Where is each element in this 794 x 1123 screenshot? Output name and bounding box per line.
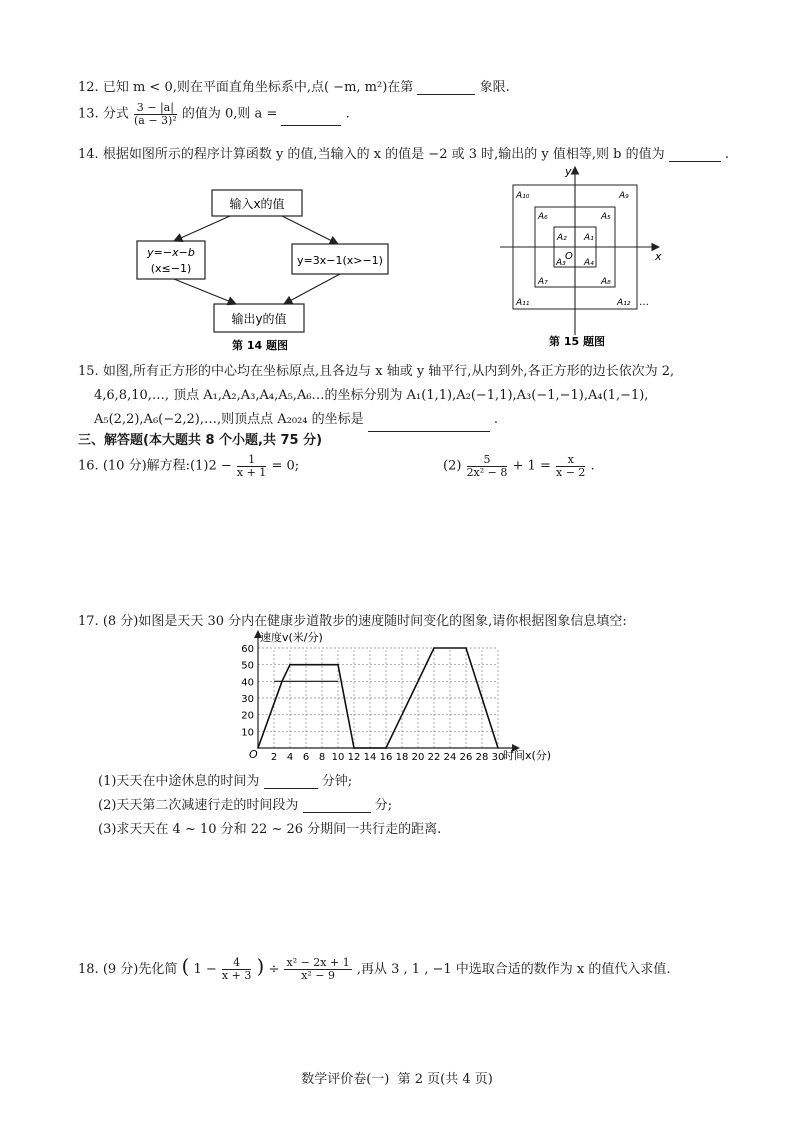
fraction-numerator: 3 − |a| [134,102,177,115]
fraction [556,454,585,478]
question-number: 14. [78,147,99,162]
fraction-numerator: 5 [467,454,508,467]
fraction [467,454,508,478]
data-point [337,664,339,666]
y-tick-label: 30 [241,694,254,705]
page-footer: 数学评价卷(一) 第 2 页(共 4 页) [301,1072,493,1087]
vertex-label: A₈ [601,277,611,287]
equation-middle: + 1 = [512,458,551,474]
fraction-denominator: x + 1 [236,465,267,479]
x-tick-label: 16 [379,752,393,763]
x-tick-label: 14 [363,752,377,763]
question-tail: ,再从 3 , 1 , −1 中选取合适的数作为 x 的值代入求值. [356,962,671,977]
fraction-numerator: 1 [237,454,266,467]
question-15-line-1 [78,360,674,384]
answer-blank [264,788,318,789]
answer-blank [303,812,371,813]
question-15 [78,360,674,432]
question-16 [78,454,299,478]
x-tick-label: 28 [475,752,489,763]
right-branch-label: y=3x−1(x>−1) [297,254,383,267]
fraction-denominator: 2x² − 8 [466,465,508,479]
x-tick-label: 24 [443,752,457,763]
arrow-input-right [282,216,338,244]
x-tick-label: 20 [411,752,425,763]
chart-y-label: 速度v(米/分) [260,631,323,644]
chart-origin-label: O [249,748,258,761]
paren-open: ( [181,954,190,978]
fraction-denominator: x + 3 [221,969,252,982]
question-text: 如图,所有正方形的中心均在坐标原点,且各边与 x 轴或 y 轴平行,从内到外,各正方形的边长依次为 2, [102,364,675,379]
x-tick-label: 26 [459,752,473,763]
question-suffix: 象限. [479,80,510,95]
question-text: A₅(2,2),A₆(−2,2),…,则顶点点 A₂₀₂₄ 的坐标是 [94,412,364,427]
paren-close: ) [256,954,265,978]
data-point [465,647,467,649]
sub-question-suffix: 分; [374,798,393,813]
question-text: (10 分)解方程:(1)2 − [102,458,232,474]
question-17-sub-1 [98,770,352,789]
question-prefix: 分式 [102,106,129,122]
sub-question-suffix: 分钟; [321,774,353,789]
question-number: 18. [78,962,99,977]
question-text: 根据如图所示的程序计算函数 y 的值,当输入的 x 的值是 −2 或 3 时,输出的 y 值相等,则 b 的值为 [102,147,665,162]
divide-sign: ÷ [268,962,280,977]
question-suffix: . [345,106,350,122]
y-tick-label: 50 [241,660,254,672]
question-18 [78,954,671,982]
speed-time-chart [236,628,566,768]
vertex-label: A₁₂ [617,298,631,308]
continuation-mark: … [639,297,649,308]
fraction-denominator: x − 2 [556,465,586,479]
vertex-label: A₂ [557,233,567,243]
input-label: 输入x的值 [229,197,285,211]
chart-ticks [241,644,504,763]
figure-caption: 第 15 题图 [549,335,605,348]
fraction [222,957,251,981]
question-number: 13. [78,106,99,122]
vertex-label: A₅ [601,212,611,222]
left-branch-line1: y=−x−b [147,246,195,259]
x-tick-label: 6 [302,752,310,763]
x-tick-label: 18 [395,752,409,763]
vertex-label: A₇ [538,277,548,287]
arrow-input-left [174,216,230,241]
y-tick-label: 10 [241,727,254,739]
x-tick-label: 12 [347,752,361,763]
figure-caption: 第 14 题图 [232,339,288,352]
y-tick-label: 20 [241,710,254,722]
question-text: (8 分)如图是天天 30 分内在健康步道散步的速度随时间变化的图象,请你根据图象信息填空: [102,614,627,629]
y-axis-label: y [565,165,572,178]
answer-blank [281,125,341,126]
vertex-label: A₁ [584,233,594,243]
question-16-part-2 [443,454,595,478]
question-number: 12. [78,80,99,95]
fraction-numerator: x [556,454,585,467]
data-point [433,647,435,649]
fraction [284,957,351,981]
answer-blank [417,94,475,95]
data-point [289,664,291,666]
vertex-label: A₉ [619,191,629,201]
question-17-sub-2 [98,794,392,813]
question-17-sub-3: (3)求天天在 4 ~ 10 分和 22 ~ 26 分期间一共行走的距离. [98,822,442,837]
x-axis-label: x [655,250,662,263]
section-heading: 三、解答题(本大题共 8 个小题,共 75 分) [78,433,323,448]
expression: 1 − [193,962,217,977]
output-label: 输出y的值 [231,312,287,326]
question-12 [78,76,510,95]
fraction-denominator: (a − 3)² [133,113,177,127]
data-point [497,747,499,749]
vertex-label: A₆ [538,212,548,222]
question-13 [78,102,350,126]
part-label: (2) [443,458,462,474]
left-branch-line2: (x≤−1) [150,262,192,275]
squares-figure-15 [495,163,675,353]
question-number: 16. [78,458,99,474]
fraction-denominator: x² − 9 [301,969,336,982]
question-17 [78,610,627,629]
question-text: 已知 m < 0,则在平面直角坐标系中,点( −m, m²)在第 [102,80,414,95]
x-tick-label: 10 [331,752,345,763]
answer-blank [368,431,490,432]
question-14 [78,143,729,162]
data-point [257,747,259,749]
data-point [353,747,355,749]
vertex-label: A₁₀ [516,191,530,201]
y-tick-label: 60 [241,644,254,655]
equation-end: = 0; [271,458,300,474]
x-tick-label: 8 [318,752,326,763]
data-point [385,747,387,749]
fraction [134,102,177,126]
sub-question-text: (1)天天在中途休息的时间为 [98,774,260,789]
vertex-label: A₄ [584,258,594,268]
question-text: 的值为 0,则 a = [181,106,278,122]
answer-blank [669,161,721,162]
question-suffix: . [724,147,730,162]
chart-x-label: 时间x(分) [503,749,552,762]
x-tick-label: 2 [270,752,278,763]
fraction-numerator: x² − 2x + 1 [286,956,350,970]
fraction [237,454,266,478]
question-text: (9 分)先化简 [102,962,178,977]
vertex-label: A₃ [556,258,566,268]
chart-grid [258,648,498,748]
origin-label: O [565,251,573,262]
sub-question-text: (2)天天第二次减速行走的时间段为 [98,798,299,813]
flowchart-figure-14 [130,183,400,355]
equation-end: . [590,458,595,474]
x-tick-label: 22 [427,752,441,763]
vertex-label: A₁₁ [516,298,530,308]
question-suffix: . [493,412,499,427]
question-number: 15. [78,364,99,379]
question-number: 17. [78,614,99,629]
question-15-line-2: 4,6,8,10,…, 顶点 A₁,A₂,A₃,A₄,A₅,A₆…的坐标分别为 A₁(1,1),A₂(−1,1),A₃(−1,−1),A₄(1,−1), [94,388,649,403]
arrow-right-output [284,274,340,304]
x-tick-label: 30 [491,752,505,763]
arrow-left-output [174,279,236,304]
fraction-numerator: 4 [222,957,251,970]
x-tick-label: 4 [286,752,294,763]
y-tick-label: 40 [241,677,254,689]
